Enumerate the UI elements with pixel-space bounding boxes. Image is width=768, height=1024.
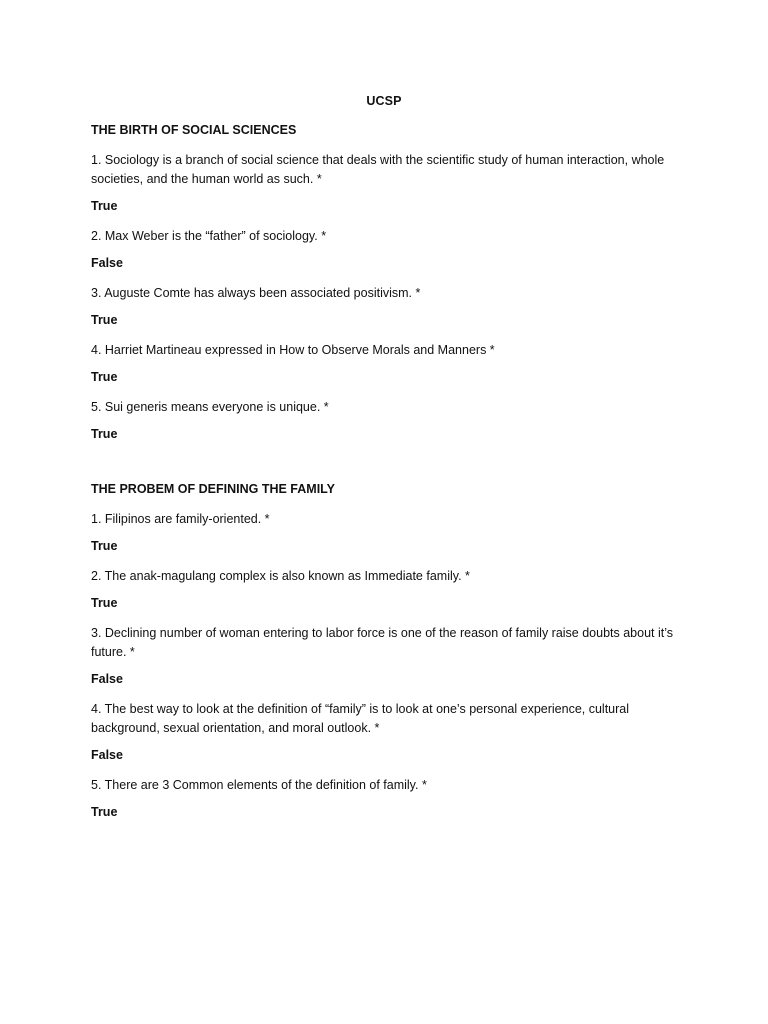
answer-text: False	[91, 748, 123, 762]
answer-text: True	[91, 313, 118, 327]
quiz-item	[91, 776, 691, 821]
answer-text: True	[91, 370, 118, 384]
quiz-item	[91, 151, 691, 215]
question-text: 1. Sociology is a branch of social science that deals with the scientific study of human interaction, whole societies, and the human world as such. *	[91, 153, 665, 186]
answer-text: True	[91, 199, 118, 213]
question-text: 5. Sui generis means everyone is unique. *	[91, 400, 329, 414]
answer-text: False	[91, 672, 123, 686]
question-text: 3. Declining number of woman entering to labor force is one of the reason of family raise doubts about it’s future. *	[91, 626, 674, 659]
question-text: 1. Filipinos are family-oriented. *	[91, 512, 270, 526]
quiz-item	[91, 510, 691, 555]
quiz-item	[91, 700, 691, 764]
question-text: 3. Auguste Comte has always been associated positivism. *	[91, 286, 421, 300]
question-text: 4. Harriet Martineau expressed in How to Observe Morals and Manners *	[91, 343, 495, 357]
question-text: 4. The best way to look at the definition of “family” is to look at one’s personal experience, cultural background, sexual orientation, and moral outlook. *	[91, 702, 630, 735]
question-text: 2. The anak-magulang complex is also known as Immediate family. *	[91, 569, 470, 583]
quiz-item	[91, 398, 691, 443]
document-content	[91, 122, 691, 833]
quiz-item	[91, 284, 691, 329]
answer-text: False	[91, 256, 123, 270]
answer-text: True	[91, 596, 118, 610]
section-birth-of-social-sciences	[91, 122, 691, 443]
document-title: UCSP	[366, 94, 402, 108]
quiz-item	[91, 227, 691, 272]
question-text: 2. Max Weber is the “father” of sociology. *	[91, 229, 327, 243]
question-text: 5. There are 3 Common elements of the definition of family. *	[91, 778, 427, 792]
section-heading: THE PROBEM OF DEFINING THE FAMILY	[91, 482, 335, 496]
section-heading: THE BIRTH OF SOCIAL SCIENCES	[91, 123, 297, 137]
quiz-item	[91, 567, 691, 612]
quiz-item	[91, 624, 691, 688]
quiz-item	[91, 341, 691, 386]
answer-text: True	[91, 539, 118, 553]
answer-text: True	[91, 427, 118, 441]
section-defining-the-family	[91, 481, 691, 821]
answer-text: True	[91, 805, 118, 819]
